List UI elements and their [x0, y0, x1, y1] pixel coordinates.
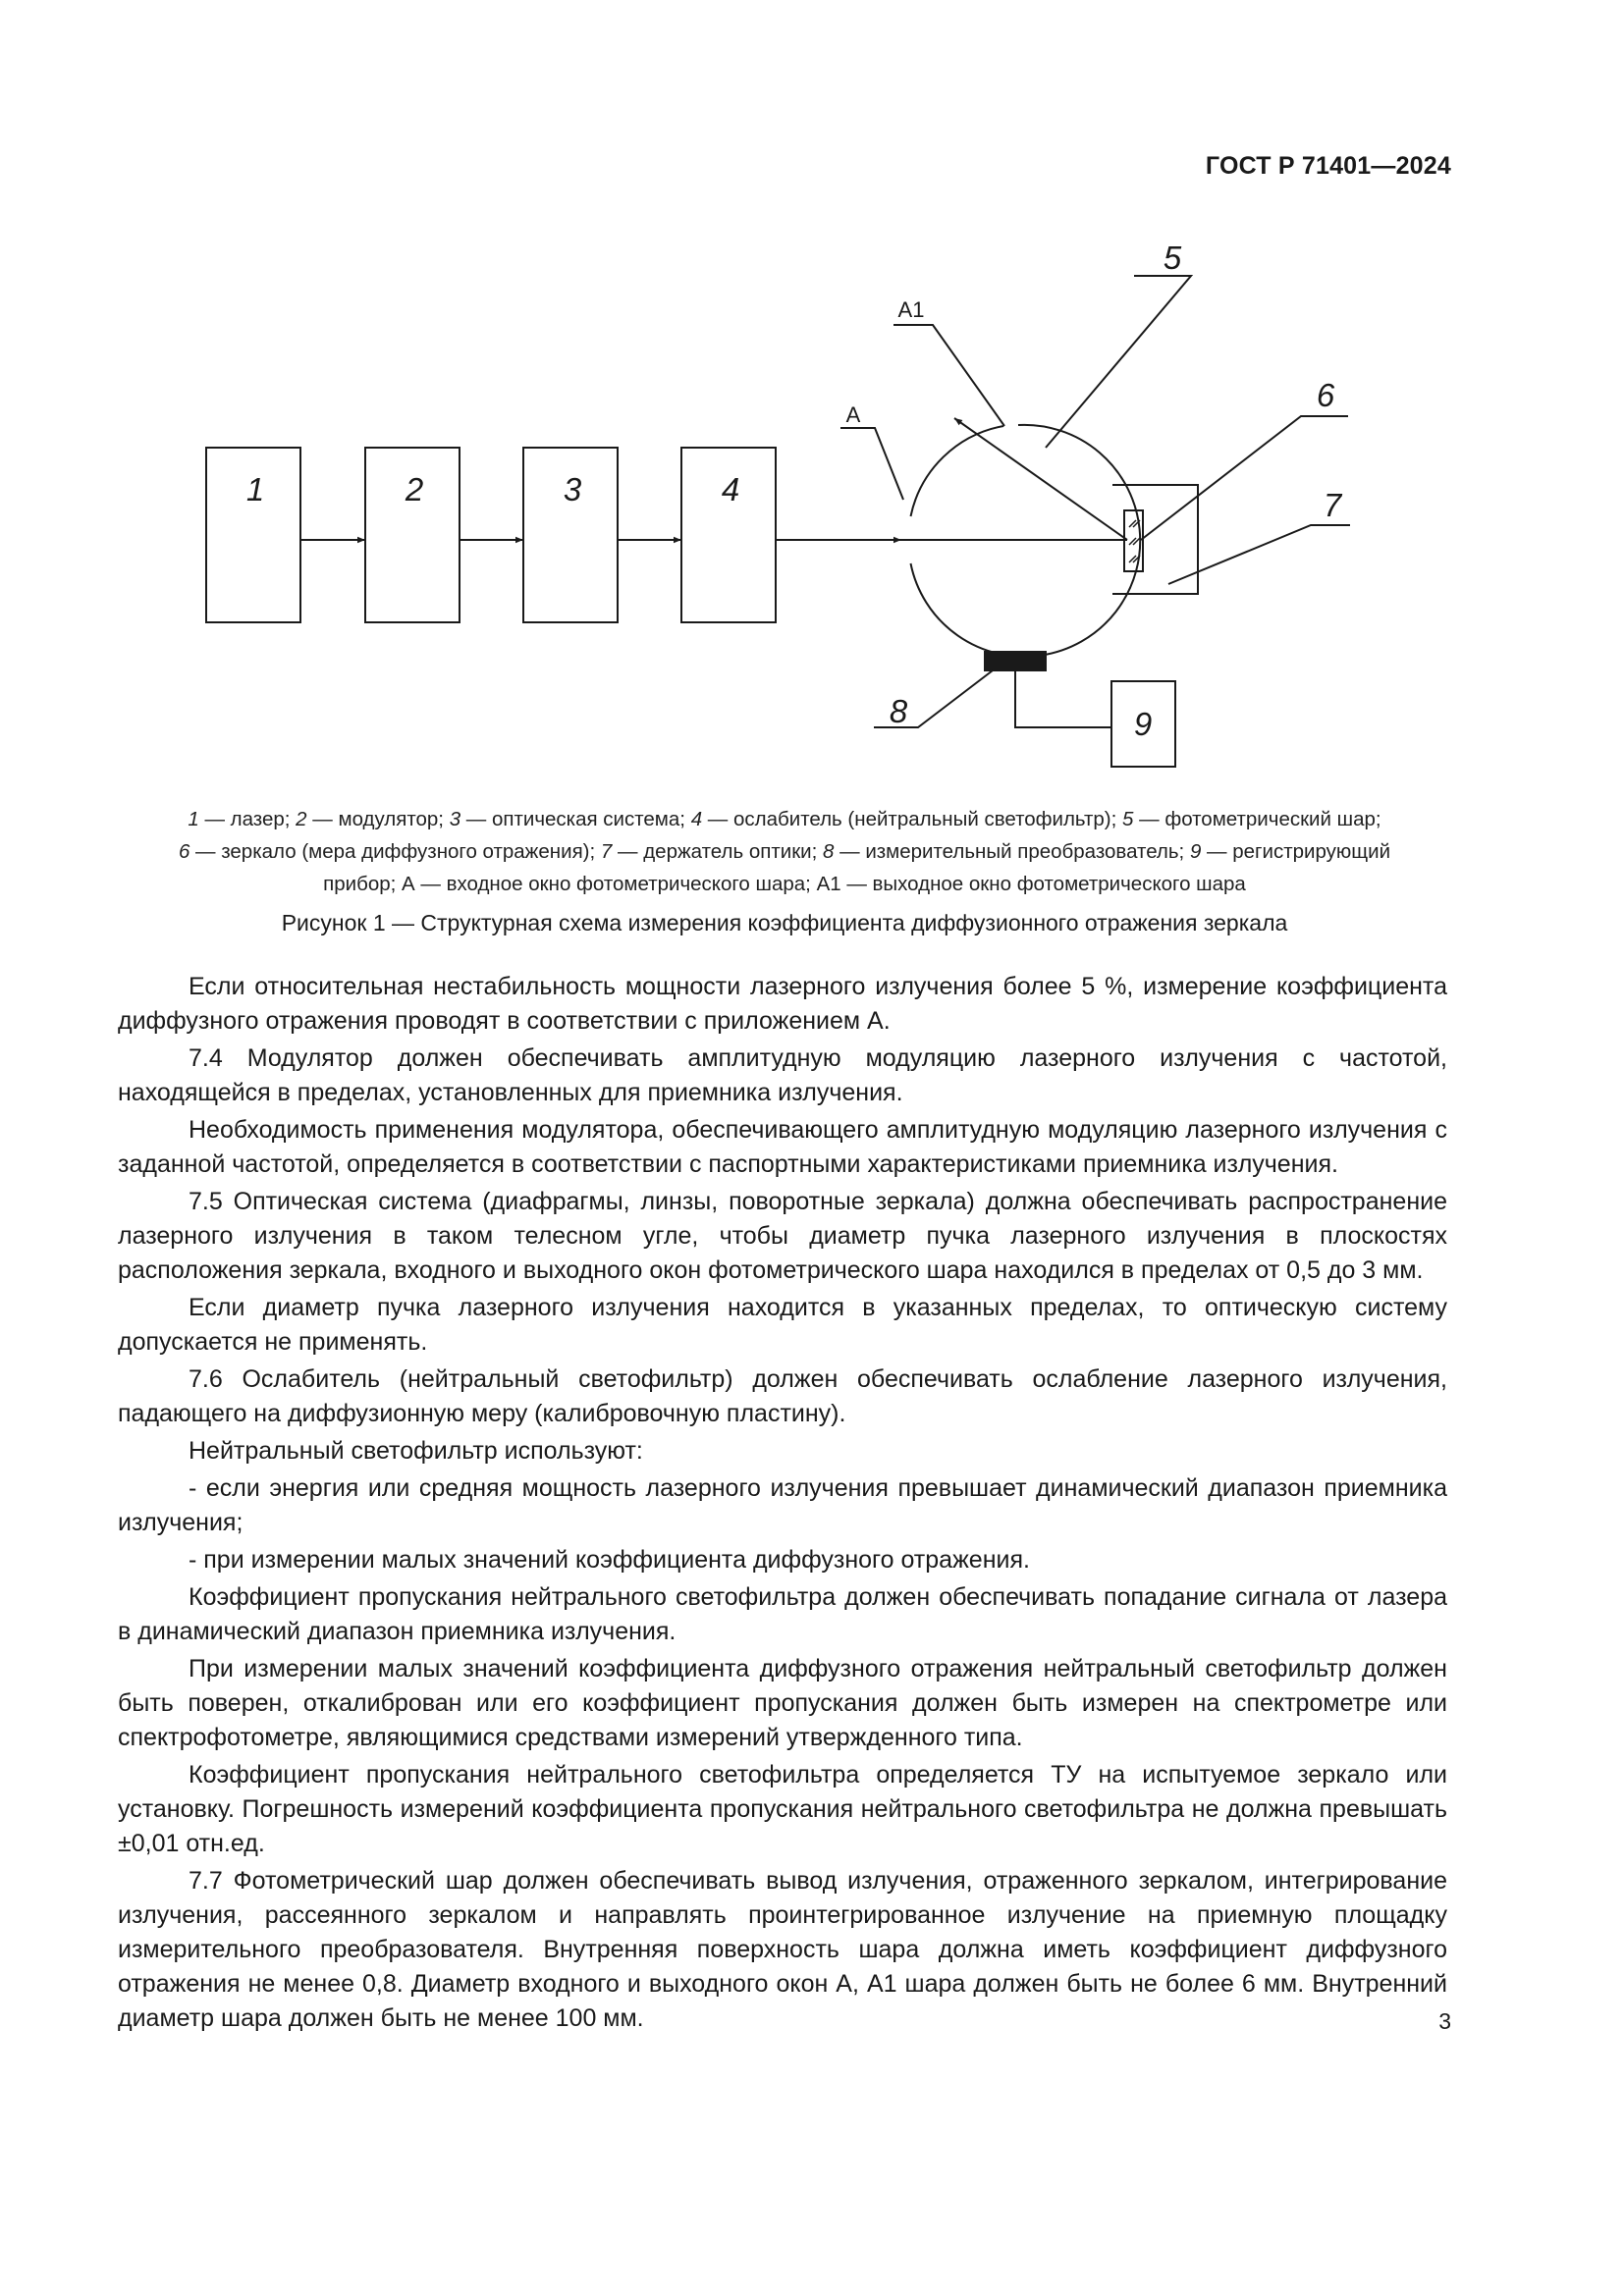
figure-caption: Рисунок 1 — Структурная схема измерения коэффициента диффузионного отражения зеркала — [281, 910, 1288, 935]
legend-text: — оптическая система; — [460, 808, 691, 830]
legend-text: — лазер; — [198, 808, 297, 830]
legend-line-2 — [118, 835, 1451, 868]
legend-text: — регистрирующий — [1201, 840, 1391, 863]
legend-num: 7 — [600, 840, 613, 863]
legend-line-1 — [118, 803, 1451, 835]
paragraph: 7.5 Оптическая система (диафрагмы, линзы, поворотные зеркала) должна обеспечивать распространение лазерного излучения в таком телесном угле, чтобы диаметр пучка лазерного излучения в плоскостях расположения зеркала, входного и выходного окон фотометрического шара находился в пределах от 0,5 до 3 мм. — [118, 1188, 1447, 1284]
legend-num: 2 — [296, 808, 307, 830]
paragraph: - при измерении малых значений коэффициента диффузного отражения. — [189, 1546, 1030, 1574]
transducer-label: 8 — [889, 693, 908, 729]
legend-text: — зеркало (мера диффузного отражения); — [189, 840, 601, 863]
output-window-label: А1 — [897, 297, 925, 322]
legend-num: 6 — [178, 840, 190, 863]
standard-code: ГОСТ Р 71401—2024 — [1205, 152, 1451, 180]
legend-text: — ослабитель (нейтральный светофильтр); — [702, 808, 1123, 830]
mirror-label: 6 — [1316, 377, 1335, 413]
body-text — [118, 970, 1447, 2036]
leader-7 — [1168, 525, 1350, 584]
legend-num: 3 — [449, 808, 461, 830]
measurement-scheme-figure — [0, 0, 1624, 805]
legend-num: 8 — [823, 840, 835, 863]
leader-6 — [1141, 416, 1348, 540]
signal-line — [1015, 670, 1111, 727]
legend-text: — модулятор; — [306, 808, 450, 830]
paragraph: 7.6 Ослабитель (нейтральный светофильтр) должен обеспечивать ослабление лазерного излучения, падающего на диффузионную меру (калибровочную пластину). — [118, 1365, 1447, 1427]
legend-num: 1 — [188, 808, 199, 830]
paragraph: 7.7 Фотометрический шар должен обеспечивать вывод излучения, отраженного зеркалом, интегрирование излучения, рассеянного зеркалом и направлять проинтегрированное излучение на приемную площадку измерительного преобразователя. Внутренняя поверхность шара должна иметь коэффициент диффузного отражения не менее 0,8. Диаметр входного и выходного окон А, А1 шара должен быть не более 6 мм. Внутренний диаметр шара должен быть не менее 100 мм. — [118, 1867, 1447, 2032]
paragraph: - если энергия или средняя мощность лазерного излучения превышает динамический диапазон приемника излучения; — [118, 1474, 1447, 1536]
legend-text: — фотометрический шар; — [1133, 808, 1381, 830]
paragraph: 7.4 Модулятор должен обеспечивать амплитудную модуляцию лазерного излучения с частотой, находящейся в пределах, установленных для приемника излучения. — [118, 1044, 1447, 1106]
leader-5 — [1046, 276, 1191, 448]
legend-num: 4 — [690, 808, 703, 830]
measuring-transducer — [985, 652, 1046, 670]
legend-text: — измерительный преобразователь; — [834, 840, 1190, 863]
paragraph: При измерении малых значений коэффициента диффузного отражения нейтральный светофильтр должен быть поверен, откалиброван или его коэффициент пропускания должен быть измерен на спектрометре или спектрофотометре, являющимися средствами измерений утвержденного типа. — [118, 1655, 1447, 1751]
paragraph: Если диаметр пучка лазерного излучения находится в указанных пределах, то оптическую систему допускается не применять. — [118, 1294, 1447, 1356]
legend-line-3: прибор; А — входное окно фотометрического шара; А1 — выходное окно фотометрического шара — [323, 873, 1246, 895]
legend-num: 5 — [1122, 808, 1134, 830]
leader-a1 — [893, 325, 1004, 426]
paragraph: Коэффициент пропускания нейтрального светофильтра определяется ТУ на испытуемое зеркало или установку. Погрешность измерений коэффициента пропускания нейтрального светофильтра не должна превышать ±0,01 отн.ед. — [118, 1761, 1447, 1857]
block-label-4: 4 — [721, 471, 740, 507]
block-label-1: 1 — [245, 471, 265, 507]
paragraph: Коэффициент пропускания нейтрального светофильтра должен обеспечивать попадание сигнала от лазера в динамический диапазон приемника излучения. — [118, 1583, 1447, 1645]
holder-label: 7 — [1323, 487, 1342, 523]
block-label-2: 2 — [405, 471, 424, 507]
paragraph: Необходимость применения модулятора, обеспечивающего амплитудную модуляцию лазерного излучения с заданной частотой, определяется в соответствии с паспортными характеристиками приемника излучения. — [118, 1116, 1447, 1178]
legend-text: — держатель оптики; — [612, 840, 824, 863]
leader-a — [840, 428, 903, 500]
recorder-label: 9 — [1133, 706, 1153, 742]
block-label-3: 3 — [563, 471, 582, 507]
figure-legend — [118, 803, 1451, 900]
sphere-label: 5 — [1163, 240, 1182, 276]
paragraph: Нейтральный светофильтр используют: — [189, 1437, 643, 1465]
reflected-beam-arrow — [954, 418, 1127, 540]
page-number: 3 — [1438, 2008, 1451, 2034]
input-window-label: А — [845, 402, 861, 427]
legend-num: 9 — [1189, 840, 1202, 863]
paragraph: Если относительная нестабильность мощности лазерного излучения более 5 %, измерение коэффициента диффузного отражения проводят в соответствии с приложением А. — [118, 973, 1447, 1035]
